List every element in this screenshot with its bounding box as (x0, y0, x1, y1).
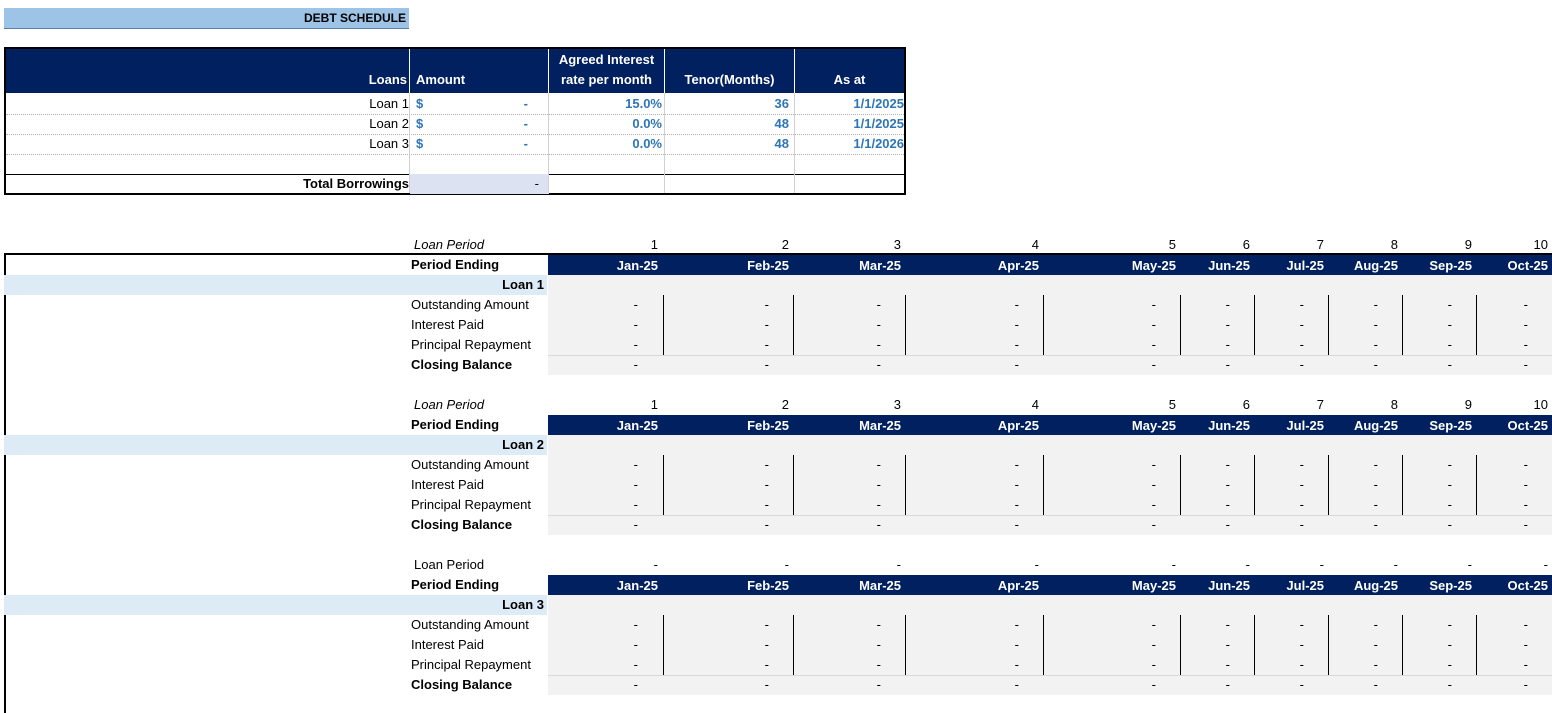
column-separator (1476, 615, 1477, 675)
row-label: Outstanding Amount (411, 457, 529, 472)
loan-period-label: Loan Period (414, 237, 485, 252)
schedule-cell[interactable]: - (633, 677, 638, 692)
schedule-cell[interactable]: - (1225, 457, 1230, 472)
schedule-cell[interactable]: - (633, 357, 638, 372)
schedule-cell[interactable]: - (1014, 517, 1019, 532)
schedule-cell[interactable]: - (1151, 317, 1156, 332)
column-separator (1180, 295, 1181, 355)
header-loans: Loans (6, 49, 410, 93)
schedule-cell[interactable]: - (764, 517, 769, 532)
schedule-cell[interactable]: - (876, 497, 881, 512)
period-ending-date: Apr-25 (997, 418, 1039, 433)
loan-tenor[interactable]: 36 (774, 96, 789, 111)
period-ending-date: May-25 (1131, 258, 1176, 273)
schedule-cell[interactable]: - (1447, 317, 1452, 332)
schedule-cell[interactable]: - (1299, 337, 1304, 352)
schedule-cell[interactable]: - (1014, 357, 1019, 372)
period-ending-date: Sep-25 (1429, 258, 1472, 273)
row-label: Outstanding Amount (411, 297, 529, 312)
schedule-cell[interactable]: - (633, 477, 638, 492)
schedule-cell[interactable]: - (1299, 497, 1304, 512)
schedule-cell[interactable]: - (1523, 497, 1528, 512)
schedule-cell[interactable]: - (1299, 477, 1304, 492)
schedule-cell[interactable]: - (1014, 317, 1019, 332)
schedule-cell[interactable]: - (1523, 617, 1528, 632)
period-ending-date: Mar-25 (859, 418, 901, 433)
period-ending-date: Jun-25 (1208, 258, 1250, 273)
header-amount: Amount (410, 49, 549, 93)
schedule-cell[interactable]: - (1447, 497, 1452, 512)
column-separator (793, 295, 794, 355)
schedule-cell[interactable]: - (1151, 357, 1156, 372)
period-ending-date: Aug-25 (1353, 258, 1398, 273)
header-rate (549, 49, 665, 93)
schedule-cell[interactable]: - (1523, 477, 1528, 492)
loan-period-number: - (1319, 557, 1324, 572)
period-ending-date: Oct-25 (1507, 418, 1548, 433)
loan-period-number: - (1467, 557, 1472, 572)
loan-period-number: 10 (1533, 397, 1548, 412)
schedule-cell[interactable]: - (1373, 457, 1378, 472)
period-ending-date: May-25 (1131, 578, 1176, 593)
column-separator (1402, 295, 1403, 355)
schedule-cell[interactable]: - (1373, 497, 1378, 512)
schedule-cell[interactable]: - (876, 677, 881, 692)
loan-amount[interactable]: - (523, 136, 528, 151)
loan-period-number: 6 (1242, 397, 1250, 412)
schedule-cell[interactable]: - (1373, 357, 1378, 372)
schedule-cell[interactable]: - (1447, 457, 1452, 472)
loan-period-number: 3 (893, 397, 901, 412)
schedule-cell[interactable]: - (1014, 657, 1019, 672)
loan-period-number: - (1171, 557, 1176, 572)
schedule-cell[interactable]: - (1523, 657, 1528, 672)
loan-amount[interactable]: - (523, 96, 528, 111)
schedule-cell[interactable]: - (1151, 297, 1156, 312)
loan-period-number: 9 (1464, 397, 1472, 412)
row-label: Interest Paid (411, 637, 484, 652)
schedule-cell[interactable]: - (1373, 477, 1378, 492)
column-separator (1180, 615, 1181, 675)
schedule-cell[interactable]: - (876, 637, 881, 652)
column-separator (793, 455, 794, 515)
schedule-cell[interactable]: - (1523, 337, 1528, 352)
currency-symbol: $ (416, 116, 424, 131)
schedule-cell[interactable]: - (1151, 477, 1156, 492)
loan-period-number: 8 (1390, 237, 1398, 252)
grid-line (548, 93, 549, 193)
loan-name: Loan 1 (369, 96, 409, 111)
period-ending-date: Jan-25 (616, 418, 658, 433)
loan-period-number: - (896, 557, 901, 572)
schedule-cell[interactable]: - (876, 657, 881, 672)
closing-divider (548, 355, 1552, 356)
schedule-cell[interactable]: - (633, 617, 638, 632)
loan-band: Loan 2 (4, 435, 547, 455)
loan-period-number: 2 (781, 397, 789, 412)
schedule-cell[interactable]: - (1014, 617, 1019, 632)
schedule-cell[interactable]: - (1225, 337, 1230, 352)
column-separator (1254, 615, 1255, 675)
period-ending-date: Jul-25 (1286, 578, 1324, 593)
row-label: Closing Balance (411, 677, 513, 692)
schedule-cell[interactable]: - (764, 617, 769, 632)
schedule-cell[interactable]: - (1523, 357, 1528, 372)
header-tenor: Tenor(Months) (665, 49, 795, 93)
column-separator (1043, 455, 1044, 515)
period-ending-date: Jun-25 (1208, 578, 1250, 593)
total-borrowings-value: - (410, 174, 549, 194)
schedule-cell[interactable]: - (1373, 677, 1378, 692)
row-label: Outstanding Amount (411, 617, 529, 632)
schedule-cell[interactable]: - (633, 337, 638, 352)
loan-summary-table (4, 47, 906, 195)
schedule-cell[interactable]: - (1523, 297, 1528, 312)
row-label: Principal Repayment (411, 497, 531, 512)
column-separator (1402, 615, 1403, 675)
period-ending-date: Mar-25 (859, 578, 901, 593)
loan-band: Loan 1 (4, 275, 547, 295)
grid-line (664, 93, 665, 193)
schedule-cell[interactable]: - (633, 517, 638, 532)
loan-period-label: Loan Period (414, 397, 485, 412)
schedule-cell[interactable]: - (1299, 457, 1304, 472)
loan-period-number: - (653, 557, 658, 572)
schedule-cell[interactable]: - (1373, 657, 1378, 672)
column-separator (1476, 295, 1477, 355)
schedule-cell[interactable]: - (1373, 317, 1378, 332)
loan-period-number: - (1245, 557, 1250, 572)
header-rate-line1: Agreed Interest (558, 52, 655, 67)
schedule-cell[interactable]: - (876, 617, 881, 632)
schedule-cell[interactable]: - (1447, 297, 1452, 312)
schedule-cell[interactable]: - (764, 317, 769, 332)
schedule-cell[interactable]: - (1299, 517, 1304, 532)
schedule-cell[interactable]: - (1299, 677, 1304, 692)
schedule-cell[interactable]: - (1014, 477, 1019, 492)
schedule-cell[interactable]: - (764, 337, 769, 352)
currency-symbol: $ (416, 136, 424, 151)
row-label: Interest Paid (411, 477, 484, 492)
loan-period-number: - (1543, 557, 1548, 572)
loan-as-at[interactable]: 1/1/2026 (853, 136, 904, 151)
summary-row-loan-2 (6, 114, 904, 135)
loan-rate[interactable]: 15.0% (625, 96, 662, 111)
schedule-cell[interactable]: - (1299, 657, 1304, 672)
header-as-at: As at (833, 72, 866, 87)
schedule-cell[interactable]: - (1523, 637, 1528, 652)
schedule-cell[interactable]: - (1447, 657, 1452, 672)
schedule-cell[interactable]: - (1151, 637, 1156, 652)
loan-period-number: 9 (1464, 237, 1472, 252)
schedule-cell[interactable]: - (1151, 517, 1156, 532)
column-separator (663, 295, 664, 355)
column-separator (1254, 455, 1255, 515)
schedule-cell[interactable]: - (1225, 317, 1230, 332)
row-label: Principal Repayment (411, 657, 531, 672)
period-ending-date: Apr-25 (997, 258, 1039, 273)
row-label: Closing Balance (411, 357, 513, 372)
schedule-cell[interactable]: - (1014, 497, 1019, 512)
schedule-cell[interactable]: - (764, 637, 769, 652)
loan-period-number: 4 (1031, 237, 1039, 252)
schedule-cell[interactable]: - (876, 297, 881, 312)
total-borrowings-label: Total Borrowings (303, 176, 409, 191)
schedule-cell[interactable]: - (764, 457, 769, 472)
loan-period-number: - (784, 557, 789, 572)
grid-line (409, 93, 410, 193)
period-ending-date: Oct-25 (1507, 578, 1548, 593)
schedule-cell[interactable]: - (876, 337, 881, 352)
schedule-cell[interactable]: - (1447, 337, 1452, 352)
schedule-cell[interactable]: - (1225, 657, 1230, 672)
schedule-cell[interactable]: - (1225, 357, 1230, 372)
schedule-cell[interactable]: - (633, 297, 638, 312)
column-separator (1043, 295, 1044, 355)
loan-period-label: Loan Period (414, 557, 485, 572)
schedule-cell[interactable]: - (1373, 637, 1378, 652)
summary-header (6, 49, 904, 93)
loan-name: Loan 2 (369, 116, 409, 131)
schedule-cell[interactable]: - (876, 477, 881, 492)
schedule-cell[interactable]: - (764, 657, 769, 672)
loan-rate[interactable]: 0.0% (632, 136, 662, 151)
loan-period-number: 1 (650, 237, 658, 252)
schedule-cell[interactable]: - (1151, 337, 1156, 352)
schedule-cell[interactable]: - (1373, 297, 1378, 312)
loan-tenor[interactable]: 48 (774, 116, 789, 131)
loan-period-number: 1 (650, 397, 658, 412)
schedule-cell[interactable]: - (1014, 297, 1019, 312)
loan-period-number: 3 (893, 237, 901, 252)
schedule-cell[interactable]: - (764, 477, 769, 492)
summary-row-blank (6, 154, 904, 175)
sheet-title: DEBT SCHEDULE (4, 8, 409, 29)
period-ending-date: Jul-25 (1286, 258, 1324, 273)
loan-name: Loan 3 (369, 136, 409, 151)
schedule-cell[interactable]: - (1299, 317, 1304, 332)
closing-divider (548, 675, 1552, 676)
schedule-cell[interactable]: - (1447, 517, 1452, 532)
loan-amount[interactable]: - (523, 116, 528, 131)
period-ending-date: Mar-25 (859, 258, 901, 273)
loan-period-number: 8 (1390, 397, 1398, 412)
schedule-cell[interactable]: - (1299, 297, 1304, 312)
schedule-cell[interactable]: - (633, 457, 638, 472)
schedule-cell[interactable]: - (1447, 677, 1452, 692)
schedule-cell[interactable]: - (1523, 517, 1528, 532)
schedule-cell[interactable]: - (1299, 617, 1304, 632)
schedule-cell[interactable]: - (876, 517, 881, 532)
loan-period-number: 6 (1242, 237, 1250, 252)
column-separator (1043, 615, 1044, 675)
schedule-cell[interactable]: - (1225, 677, 1230, 692)
period-ending-label: Period Ending (411, 417, 500, 432)
loan-period-number: 7 (1316, 237, 1324, 252)
schedule-cell[interactable]: - (633, 637, 638, 652)
period-ending-date: Oct-25 (1507, 258, 1548, 273)
schedule-cell[interactable]: - (1151, 617, 1156, 632)
column-separator (905, 295, 906, 355)
schedule-cell[interactable]: - (1523, 677, 1528, 692)
schedule-cell[interactable]: - (876, 457, 881, 472)
closing-divider (548, 515, 1552, 516)
schedule-cell[interactable]: - (876, 357, 881, 372)
loan-as-at[interactable]: 1/1/2025 (853, 96, 904, 111)
schedule-cell[interactable]: - (1225, 477, 1230, 492)
schedule-cell[interactable]: - (764, 677, 769, 692)
schedule-cell[interactable]: - (1447, 477, 1452, 492)
period-ending-label: Period Ending (411, 257, 500, 272)
column-separator (663, 455, 664, 515)
period-ending-date: Apr-25 (997, 578, 1039, 593)
loan-band: Loan 3 (4, 595, 547, 615)
schedule-cell[interactable]: - (1225, 637, 1230, 652)
schedule-cell[interactable]: - (1299, 637, 1304, 652)
summary-row-loan-1 (6, 94, 904, 115)
loan-rate[interactable]: 0.0% (632, 116, 662, 131)
schedule-cell[interactable]: - (633, 317, 638, 332)
grid-line (794, 93, 795, 193)
column-separator (1328, 455, 1329, 515)
loan-as-at[interactable]: 1/1/2025 (853, 116, 904, 131)
period-ending-date: Aug-25 (1353, 418, 1398, 433)
row-label: Closing Balance (411, 517, 513, 532)
period-ending-date: May-25 (1131, 418, 1176, 433)
column-separator (1402, 455, 1403, 515)
loan-period-number: - (1034, 557, 1039, 572)
schedule-cell[interactable]: - (1225, 517, 1230, 532)
schedule-cell[interactable]: - (1447, 637, 1452, 652)
schedule-cell[interactable]: - (1225, 617, 1230, 632)
period-ending-date: Sep-25 (1429, 418, 1472, 433)
period-ending-date: Jul-25 (1286, 418, 1324, 433)
row-label: Principal Repayment (411, 337, 531, 352)
period-ending-date: Jan-25 (616, 258, 658, 273)
schedule-cell[interactable]: - (1151, 677, 1156, 692)
column-separator (905, 455, 906, 515)
schedule-cell[interactable]: - (1373, 517, 1378, 532)
loan-period-number: 10 (1533, 237, 1548, 252)
schedule-cell[interactable]: - (1523, 317, 1528, 332)
schedule-cell[interactable]: - (1299, 357, 1304, 372)
schedule-cell[interactable]: - (764, 497, 769, 512)
schedule-cell[interactable]: - (1225, 497, 1230, 512)
schedule-cell[interactable]: - (1523, 457, 1528, 472)
summary-total-row (6, 174, 904, 194)
summary-row-loan-3 (6, 134, 904, 155)
period-ending-date: Jun-25 (1208, 418, 1250, 433)
column-separator (1254, 295, 1255, 355)
row-label: Interest Paid (411, 317, 484, 332)
loan-period-number: 4 (1031, 397, 1039, 412)
period-ending-date: Jan-25 (616, 578, 658, 593)
column-separator (793, 615, 794, 675)
schedule-cell[interactable]: - (764, 357, 769, 372)
column-separator (663, 615, 664, 675)
loan-period-number: 5 (1168, 237, 1176, 252)
column-separator (1328, 615, 1329, 675)
header-rate-line2: rate per month (560, 72, 652, 87)
schedule-cell[interactable]: - (1151, 457, 1156, 472)
period-ending-date: Feb-25 (747, 418, 789, 433)
schedule-cell[interactable]: - (1014, 637, 1019, 652)
column-separator (905, 615, 906, 675)
schedule-cell[interactable]: - (633, 497, 638, 512)
schedule-cell[interactable]: - (876, 317, 881, 332)
schedule-cell[interactable]: - (1447, 617, 1452, 632)
loan-period-number: - (1393, 557, 1398, 572)
schedule-cell[interactable]: - (633, 657, 638, 672)
schedule-cell[interactable]: - (1014, 457, 1019, 472)
column-separator (1180, 455, 1181, 515)
loan-period-number: 2 (781, 237, 789, 252)
schedule-cell[interactable]: - (1225, 297, 1230, 312)
period-ending-date: Aug-25 (1353, 578, 1398, 593)
schedule-cell[interactable]: - (1151, 497, 1156, 512)
schedule-cell[interactable]: - (1014, 337, 1019, 352)
column-separator (1328, 295, 1329, 355)
schedule-cell[interactable]: - (1373, 617, 1378, 632)
period-ending-label: Period Ending (411, 577, 500, 592)
schedule-cell[interactable]: - (1151, 657, 1156, 672)
currency-symbol: $ (416, 96, 424, 111)
period-ending-date: Sep-25 (1429, 578, 1472, 593)
period-ending-date: Feb-25 (747, 578, 789, 593)
schedule-cell[interactable]: - (1014, 677, 1019, 692)
loan-tenor[interactable]: 48 (774, 136, 789, 151)
loan-period-number: 7 (1316, 397, 1324, 412)
period-ending-date: Feb-25 (747, 258, 789, 273)
schedule-cell[interactable]: - (1447, 357, 1452, 372)
loan-period-number: 5 (1168, 397, 1176, 412)
column-separator (1476, 455, 1477, 515)
schedule-cell[interactable]: - (764, 297, 769, 312)
schedule-cell[interactable]: - (1373, 337, 1378, 352)
